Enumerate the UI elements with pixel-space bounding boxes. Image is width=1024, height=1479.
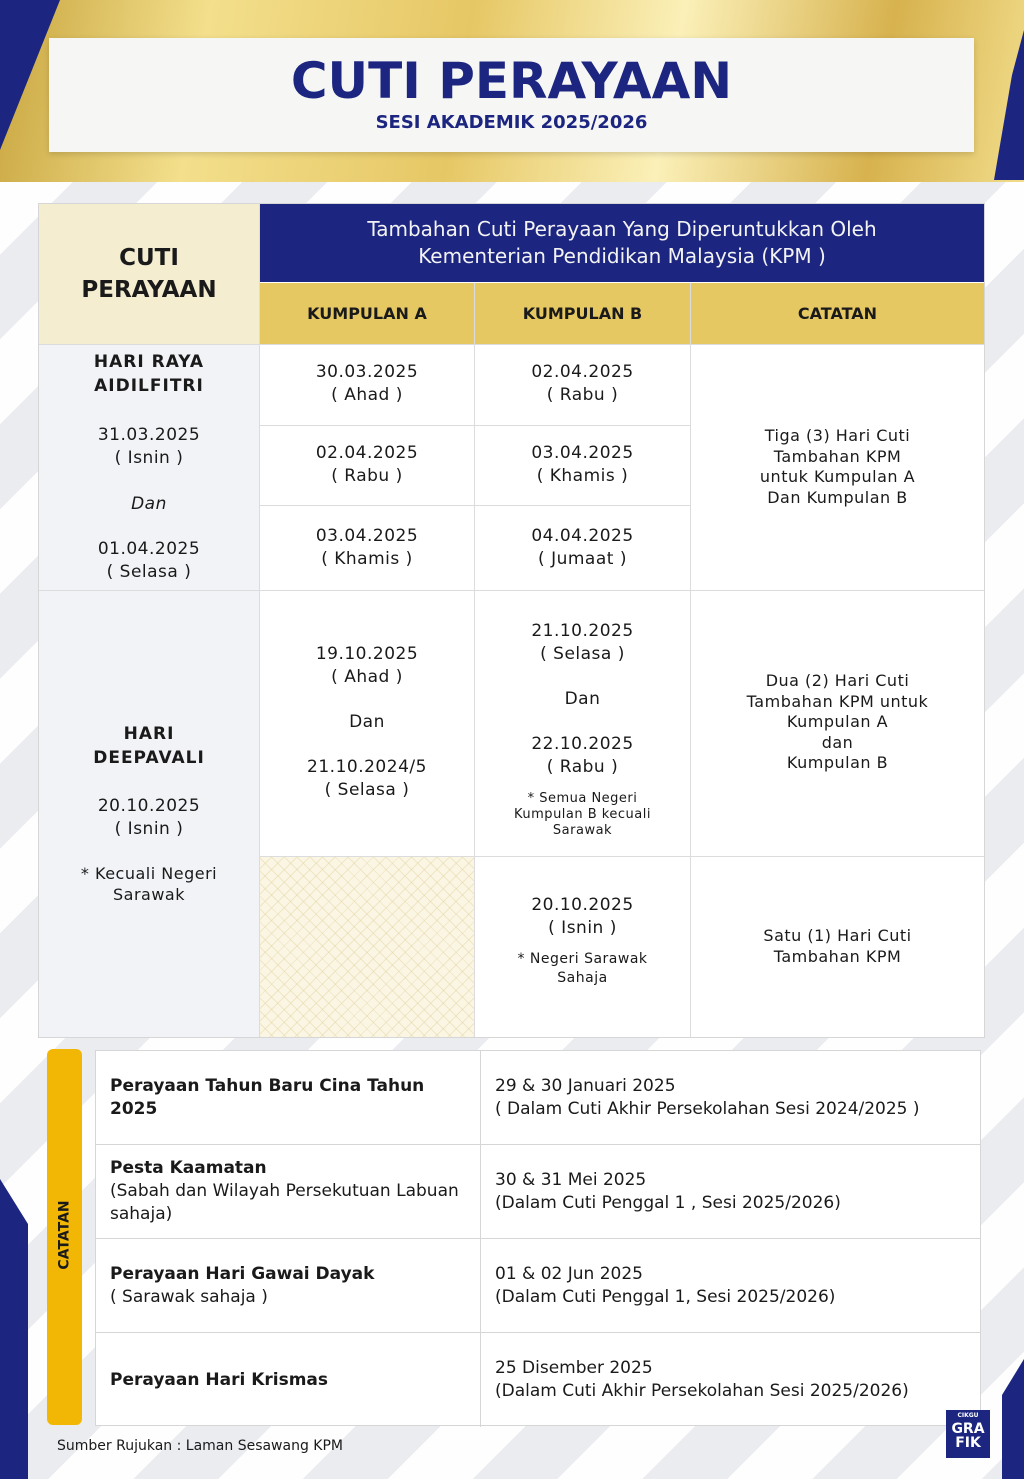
raya-name: HARI RAYA AIDILFITRI: [93, 352, 205, 396]
sarawak-b: 20.10.2025 ( Isnin ) * Negeri Sarawak Sahaja: [517, 895, 648, 986]
row-title: Pesta Kaamatan: [110, 1158, 267, 1178]
header-tambahan: Tambahan Cuti Perayaan Yang Diperuntukkan Oleh Kementerian Pendidikan Malaysia (KPM ): [260, 204, 984, 282]
row-title: Perayaan Hari Krismas: [110, 1369, 329, 1390]
table-row: [96, 1333, 980, 1427]
row-date: 25 Disember 2025: [495, 1358, 653, 1378]
deepavali-a: 19.10.2025 ( Ahad ) Dan 21.10.2024/5 ( Selasa ): [307, 644, 427, 800]
empty-pattern-cell: [260, 857, 474, 1037]
raya-b-2: 03.04.2025 ( Khamis ): [531, 443, 634, 486]
page-title: CUTI PERAYAAN: [290, 52, 733, 110]
table-row: [96, 1051, 980, 1145]
raya-a-1: 30.03.2025 ( Ahad ): [315, 362, 419, 405]
raya-a-2: 02.04.2025 ( Rabu ): [315, 443, 419, 486]
source-note: Sumber Rujukan : Laman Sesawang KPM: [57, 1438, 344, 1454]
row-title: Perayaan Tahun Baru Cina Tahun 2025: [110, 1075, 425, 1119]
title-box: [49, 38, 974, 152]
row-sub: ( Sarawak sahaja ): [110, 1286, 268, 1307]
row-date: 01 & 02 Jun 2025: [495, 1263, 643, 1284]
row-detail: (Dalam Cuti Akhir Persekolahan Sesi 2025/2026): [495, 1381, 909, 1401]
row-detail: (Dalam Cuti Penggal 1 , Sesi 2025/2026): [495, 1192, 841, 1213]
header-kumpulan-b: KUMPULAN B: [475, 283, 690, 344]
raya-b-1: 02.04.2025 ( Rabu ): [531, 362, 634, 405]
table-row: [96, 1239, 980, 1333]
raya-dan: Dan: [131, 494, 167, 514]
raya-date2: 01.04.2025 ( Selasa ): [97, 539, 201, 582]
corner-decoration: [0, 1179, 28, 1479]
row-sub: (Sabah dan Wilayah Persekutuan Labuan sahaja): [110, 1181, 459, 1224]
header-kumpulan-a: KUMPULAN A: [260, 283, 474, 344]
deepavali-date: 20.10.2025 ( Isnin ): [97, 796, 201, 839]
header-catatan: CATATAN: [691, 283, 984, 344]
row-title: Perayaan Hari Gawai Dayak: [110, 1263, 375, 1284]
row-date: 30 & 31 Mei 2025: [495, 1169, 647, 1190]
deepavali-note: Dua (2) Hari Cuti Tambahan KPM untuk Kumpulan A dan Kumpulan B: [746, 671, 929, 772]
raya-b-3: 04.04.2025 ( Jumaat ): [531, 526, 634, 569]
holiday-table: [38, 203, 985, 1038]
catatan-side-label: CATATAN: [56, 1200, 73, 1270]
raya-a-3: 03.04.2025 ( Khamis ): [315, 526, 419, 569]
row-detail: ( Dalam Cuti Akhir Persekolahan Sesi 2024/2025 ): [495, 1098, 920, 1119]
sarawak-note: Satu (1) Hari Cuti Tambahan KPM: [763, 926, 912, 966]
header-cuti-perayaan: CUTI PERAYAAN: [39, 204, 259, 344]
row-date: 29 & 30 Januari 2025: [495, 1075, 676, 1096]
raya-date1: 31.03.2025 ( Isnin ): [97, 425, 201, 468]
raya-note: Tiga (3) Hari Cuti Tambahan KPM untuk Kumpulan A Dan Kumpulan B: [759, 426, 916, 507]
catatan-table: [95, 1050, 981, 1426]
table-row: [96, 1145, 980, 1239]
deepavali-name: HARI DEEPAVALI: [93, 724, 205, 768]
deepavali-b: 21.10.2025 ( Selasa ) Dan 22.10.2025 ( Rabu ) * Semua Negeri Kumpulan B kecuali Sarawak: [514, 621, 651, 838]
row-detail: (Dalam Cuti Penggal 1, Sesi 2025/2026): [495, 1286, 836, 1307]
deepavali-exception: * Kecuali Negeri Sarawak: [80, 864, 218, 904]
cikgu-grafik-logo: CIKGU GRA FIK: [946, 1410, 990, 1458]
page-subtitle: SESI AKADEMIK 2025/2026: [375, 112, 648, 133]
